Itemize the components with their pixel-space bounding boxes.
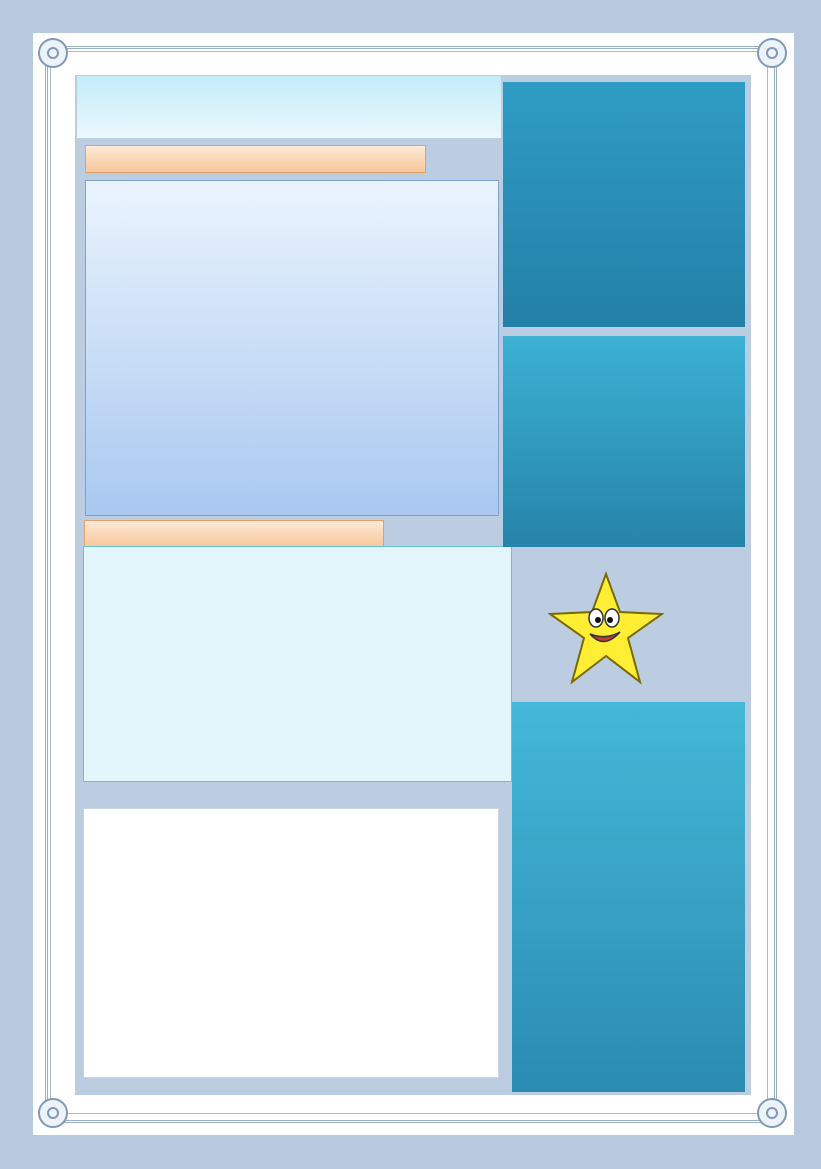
grammar-box [503,82,745,327]
smiling-star-icon [548,570,664,688]
title-banner [77,76,501,138]
exercise2-box [83,546,512,782]
corner-ornament-icon [757,38,787,68]
corner-ornament-icon [38,38,68,68]
corner-ornament-icon [757,1098,787,1128]
exercise2-list [84,547,511,551]
exercise2-instruction [84,520,384,548]
crossword-clues [512,702,745,1092]
rule-box [503,336,745,547]
crossword-box [83,808,499,1078]
exercise1-list [86,181,498,187]
exercise1-instruction [85,145,426,173]
corner-ornament-icon [38,1098,68,1128]
exercise1-box [85,180,499,516]
